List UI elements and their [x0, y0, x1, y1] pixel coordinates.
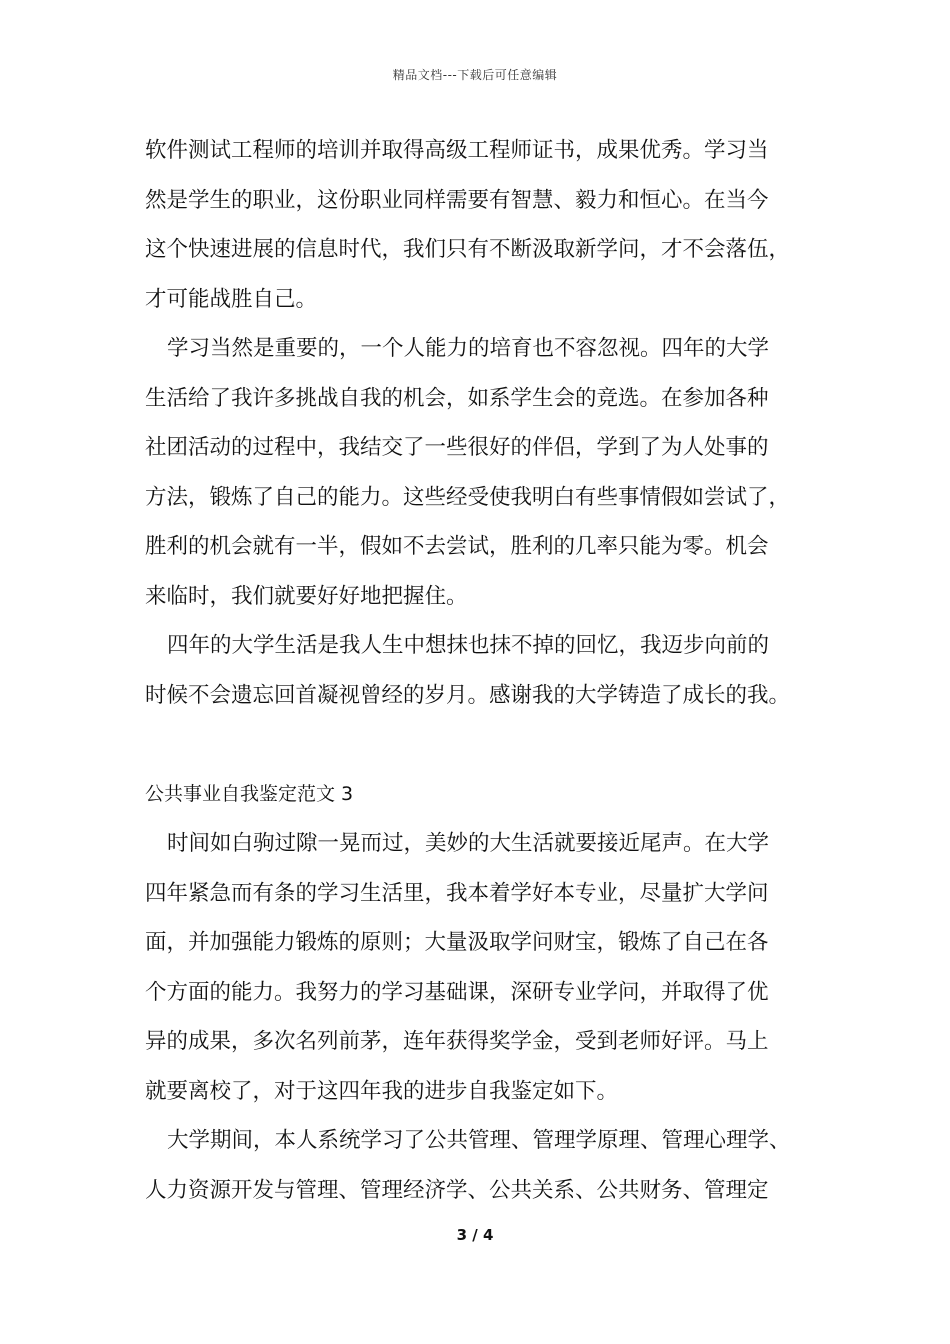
page-number: 3 / 4 — [456, 1226, 494, 1244]
paragraph-5 — [145, 1116, 825, 1215]
text-line: 个方面的能力。我努力的学习基础课，深研专业学问，并取得了优 — [145, 979, 769, 1005]
text-line: 来临时，我们就要好好地把握住。 — [145, 583, 468, 609]
text-line: 时候不会遗忘回首凝视曾经的岁月。感谢我的大学铸造了成长的我。 — [145, 682, 791, 708]
page-header: 精品文档---下载后可任意编辑 — [392, 68, 558, 82]
text-line: 四年紧急而有条的学习生活里，我本着学好本专业，尽量扩大学问 — [145, 880, 769, 906]
text-line: 异的成果，多次名列前茅，连年获得奖学金，受到老师好评。马上 — [145, 1029, 769, 1054]
text-line: 人力资源开发与管理、管理经济学、公共关系、公共财务、管理定 — [145, 1177, 769, 1203]
document-body — [145, 126, 825, 1215]
text-line: 然是学生的职业，这份职业同样需要有智慧、毅力和恒心。在当今 — [145, 187, 769, 213]
text-line: 胜利的机会就有一半，假如不去尝试，胜利的几率只能为零。机会 — [145, 534, 769, 559]
section-title: 公共事业自我鉴定范文 3 — [145, 782, 354, 805]
text-line: 面，并加强能力锻炼的原则；大量汲取学问财宝，锻炼了自己在各 — [145, 930, 769, 955]
paragraph-2 — [145, 324, 825, 621]
text-line: 这个快速进展的信息时代，我们只有不断汲取新学问，才不会落伍， — [145, 237, 791, 262]
text-line: 四年的大学生活是我人生中想抹也抹不掉的回忆，我迈步向前的 — [167, 633, 770, 658]
text-line: 社团活动的过程中，我结交了一些很好的伴侣，学到了为人处事的 — [145, 435, 769, 460]
text-line: 学习当然是重要的，一个人能力的培育也不容忽视。四年的大学 — [167, 336, 770, 361]
text-line: 生活给了我许多挑战自我的机会，如系学生会的竞选。在参加各种 — [145, 385, 769, 411]
text-line: 软件测试工程师的培训并取得高级工程师证书，成果优秀。学习当 — [145, 138, 769, 163]
text-line: 时间如白驹过隙一晃而过，美妙的大生活就要接近尾声。在大学 — [167, 831, 770, 856]
text-line: 方法，锻炼了自己的能力。这些经受使我明白有些事情假如尝试了， — [145, 484, 791, 510]
text-line: 就要离校了，对于这四年我的进步自我鉴定如下。 — [145, 1078, 619, 1104]
paragraph-spacer — [145, 720, 825, 770]
paragraph-4 — [145, 819, 825, 1116]
paragraph-1 — [145, 126, 825, 324]
text-line: 大学期间，本人系统学习了公共管理、管理学原理、管理心理学、 — [167, 1128, 791, 1153]
text-line: 才可能战胜自己。 — [145, 286, 318, 312]
paragraph-3 — [145, 621, 825, 720]
